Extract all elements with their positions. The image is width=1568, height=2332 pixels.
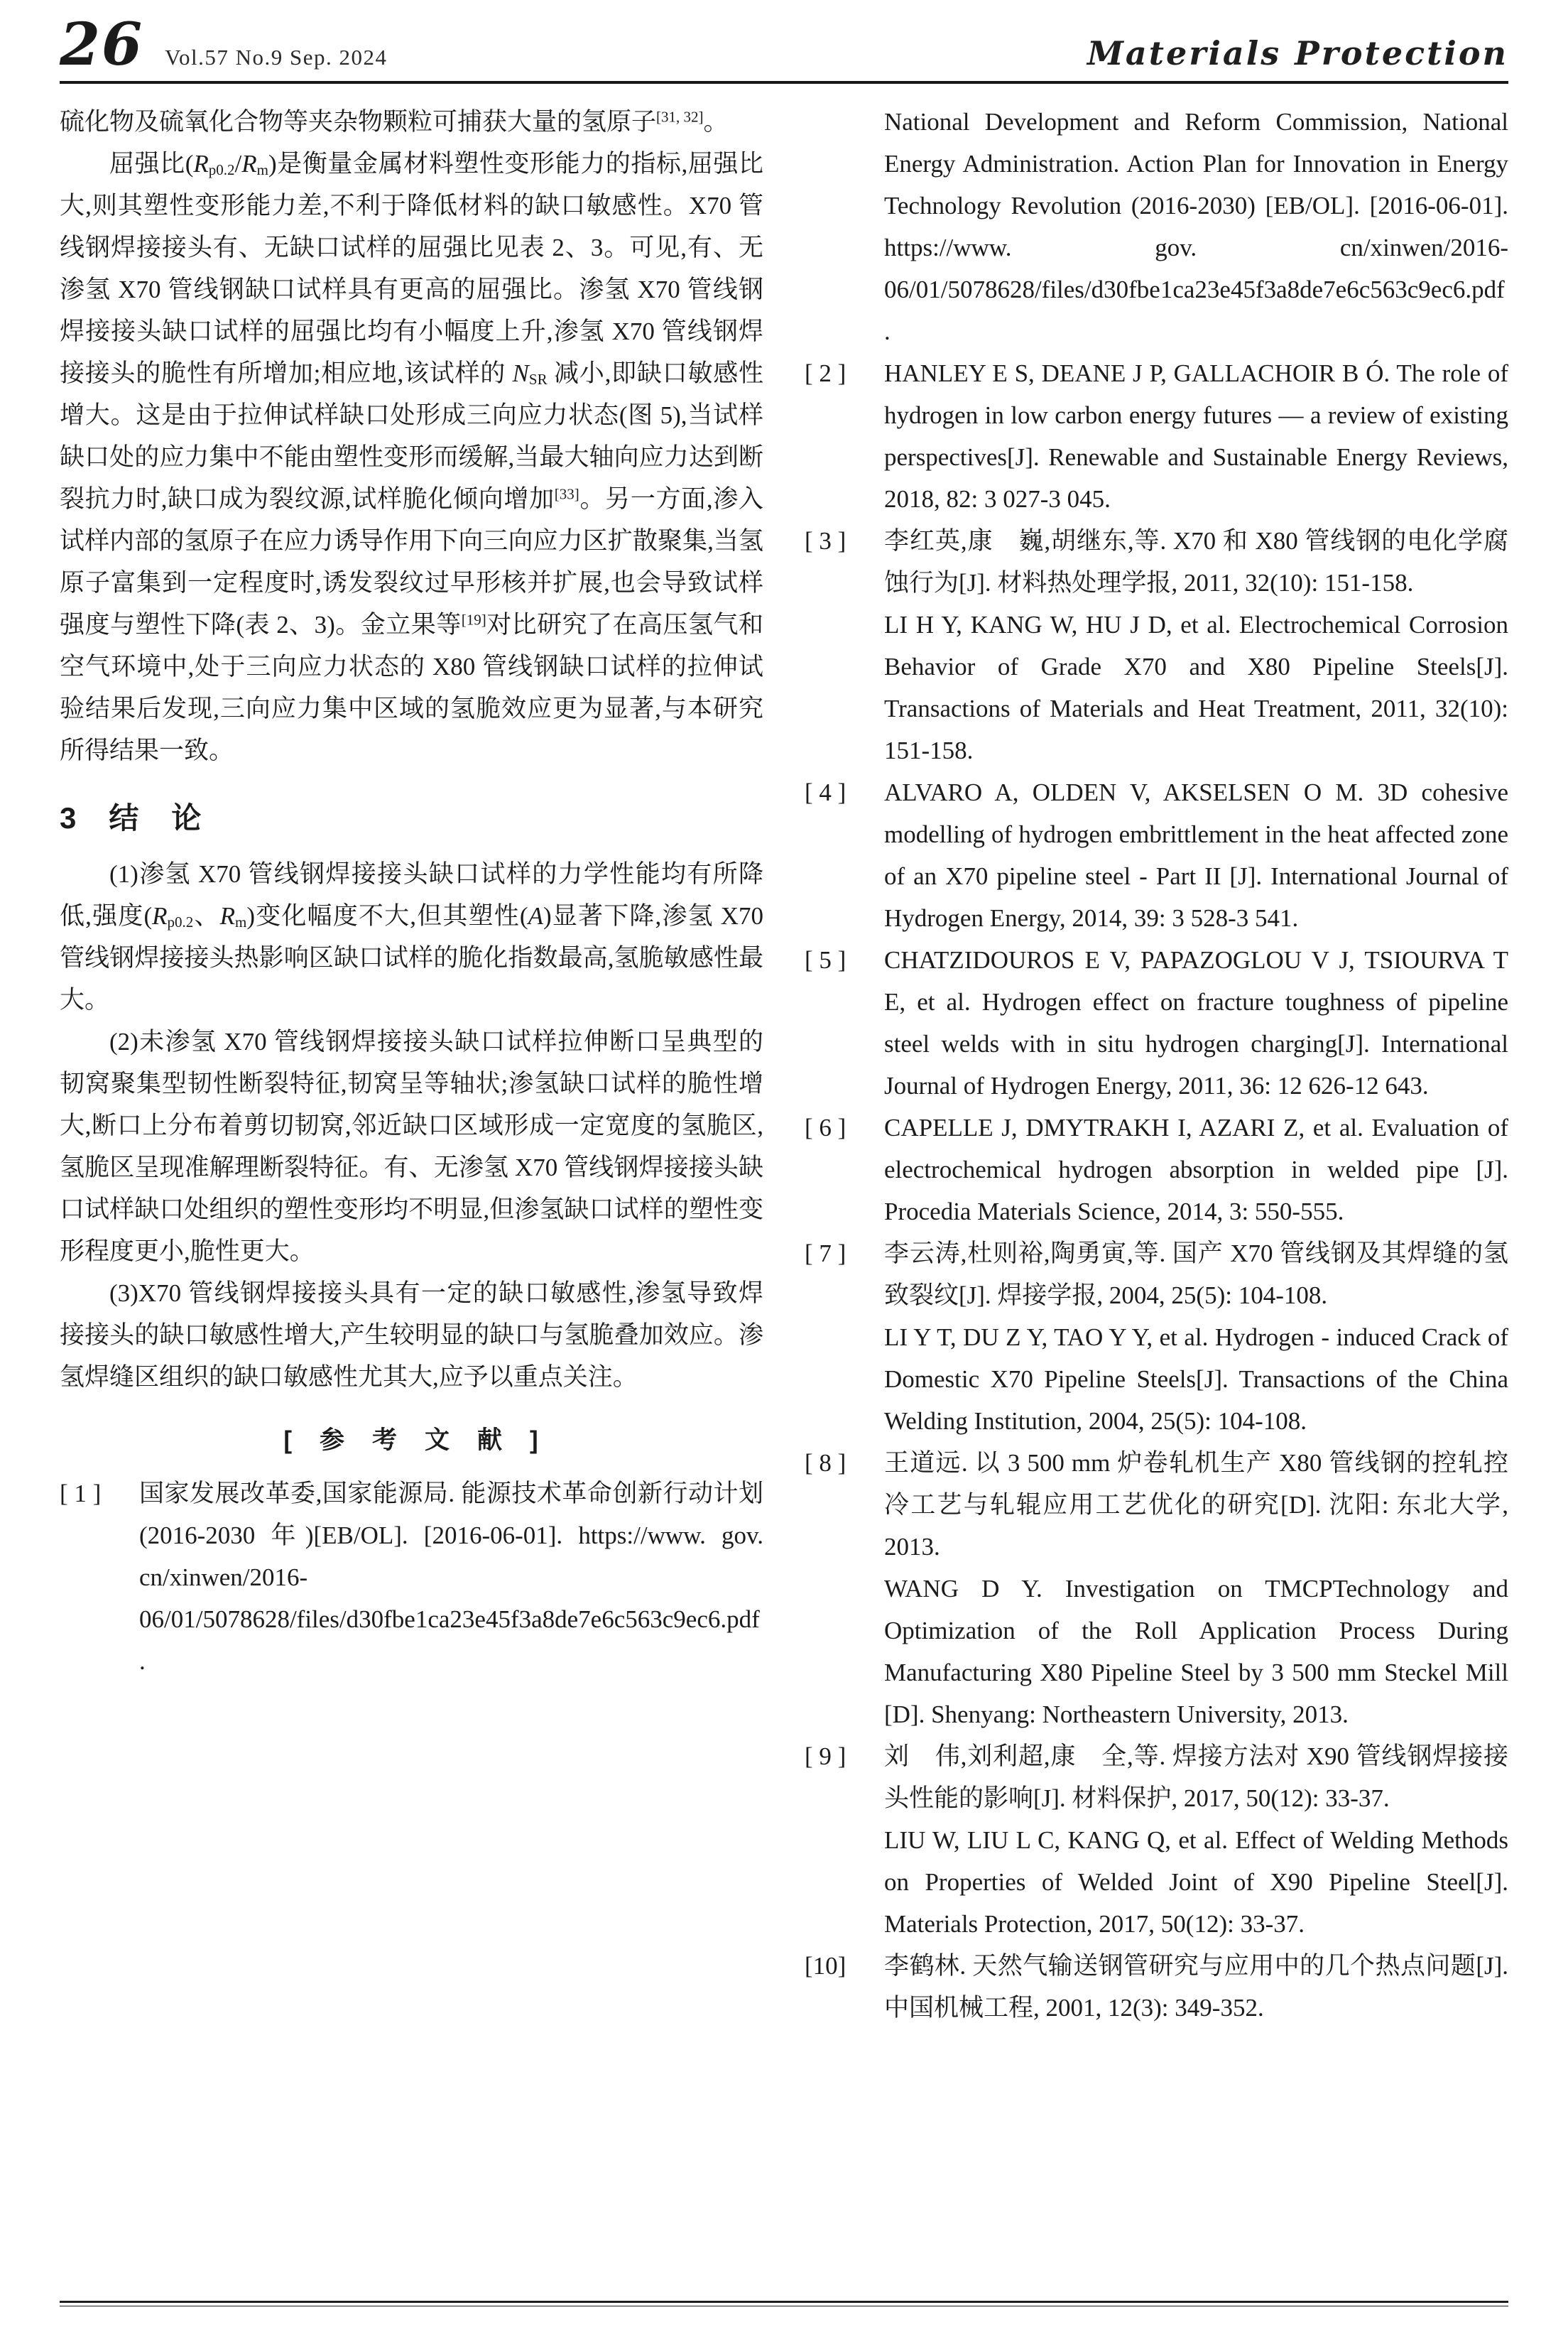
reference-number: [10] xyxy=(805,1952,846,1980)
section-heading-conclusions: 3 结 论 xyxy=(60,801,203,835)
reference-text: CHATZIDOUROS E V, PAPAZOGLOU V J, TSIOURVA T E, et al. Hydrogen effect on fracture toughness of pipeline steel welds with in situ hydrogen charging[J]. International Journal of Hydrogen Energy, 2011, 36: 12 626-12 643. xyxy=(884,946,1508,1100)
header-left xyxy=(60,11,388,79)
reference-number: [ 1 ] xyxy=(60,1480,102,1507)
reference-text: LI H Y, KANG W, HU J D, et al. Electrochemical Corrosion Behavior of Grade X70 and X80 Pipeline Steels[J]. Transactions of Materials and Heat Treatment, 2011, 32(10): 151-158. xyxy=(884,611,1508,764)
reference-text: WANG D Y. Investigation on TMCPTechnology and Optimization of the Roll Application Process During Manufacturing X80 Pipeline Steel by 3 500 mm Steckel Mill [D]. Shenyang: Northeastern University, 2013. xyxy=(884,1575,1508,1728)
reference-number: [ 3 ] xyxy=(805,527,846,555)
reference-number: [ 6 ] xyxy=(805,1114,846,1141)
reference-item-10 xyxy=(805,1945,1508,2029)
reference-number: [ 4 ] xyxy=(805,779,846,806)
journal-name: Materials Protection xyxy=(1087,34,1508,72)
conclusion-paragraph-1: (1)渗氢 X70 管线钢焊接接头缺口试样的力学性能均有所降低,强度($R_{p0.2}$、$R_m$)变化幅度不大,但其塑性(A)显著下降,渗氢 X70 管线钢焊接接头热影响区缺口试样的脆化指数最高,氢脆敏感性最大。 xyxy=(60,860,763,1014)
reference-number: [ 7 ] xyxy=(805,1240,846,1267)
reference-text: 国家发展改革委,国家能源局. 能源技术革命创新行动计划(2016-2030 年)[EB/OL]. [2016-06-01]. https://www. gov. cn/xinwen/2016-06/01/5078628/files/d30fbe1ca23e45f3a8de7e6c563c9ec6.pdf. xyxy=(139,1480,763,1675)
reference-number: [ 9 ] xyxy=(805,1742,846,1770)
reference-item-7 xyxy=(805,1232,1508,1316)
reference-item-9-english xyxy=(805,1819,1508,1945)
reference-text: National Development and Reform Commission, National Energy Administration. Action Plan for Innovation in Energy Technology Revolution (2016-2030) [EB/OL]. [2016-06-01]. https://www. gov. cn/xinwen/2016-06/01/5078628/files/d30fbe1ca23e45f3a8de7e6c563c9ec6.pdf. xyxy=(884,108,1508,345)
reference-item-8 xyxy=(805,1442,1508,1568)
paragraph-yield-ratio: 屈强比$(R_{p0.2}/R_m)$是衡量金属材料塑性变形能力的指标,屈强比大,则其塑性变形能力差,不利于降低材料的缺口敏感性。X70 管线钢焊接接头有、无缺口试样的屈强比见表 2、3。可见,有、无渗氢 X70 管线钢缺口试样具有更高的屈强比。渗氢 X70 管线钢焊接接头缺口试样的屈强比均有小幅度上升,渗氢 X70 管线钢焊接接头的脆性有所增加;相应地,该试样的 $N_{SR}$ 减小,即缺口敏感性增大。这是由于拉伸试样缺口处形成三向应力状态(图 5),当试样缺口处的应力集中不能由塑性变形而缓解,当最大轴向应力达到断裂抗力时,缺口成为裂纹源,试样脆化倾向增加[33]。另一方面,渗入试样内部的氢原子在应力诱导作用下向三向应力区扩散聚集,当氢原子富集到一定程度时,诱发裂纹过早形核并扩展,也会导致试样强度与塑性下降(表 2、3)。金立果等[19]对比研究了在高压氢气和空气环境中,处于三向应力状态的 X80 管线钢缺口试样的拉伸试验结果后发现,三向应力集中区域的氢脆效应更为显著,与本研究所得结果一致。 xyxy=(60,150,763,764)
reference-item-5 xyxy=(805,939,1508,1107)
reference-text: 王道远. 以 3 500 mm 炉卷轧机生产 X80 管线钢的控轧控冷工艺与轧辊应用工艺优化的研究[D]. 沈阳: 东北大学, 2013. xyxy=(884,1449,1508,1561)
reference-text: LI Y T, DU Z Y, TAO Y Y, et al. Hydrogen - induced Crack of Domestic X70 Pipeline Steels[J]. Transactions of the China Welding Institution, 2004, 25(5): 104-108. xyxy=(884,1323,1508,1435)
reference-item-2 xyxy=(805,352,1508,520)
page-header xyxy=(0,0,1568,81)
bottom-rule xyxy=(60,2301,1508,2306)
reference-text: HANLEY E S, DEANE J P, GALLACHOIR B Ó. The role of hydrogen in low carbon energy futures — a review of existing perspectives[J]. Renewable and Sustainable Energy Reviews, 2018, 82: 3 027-3 045. xyxy=(884,359,1508,513)
reference-item-6 xyxy=(805,1107,1508,1232)
page-number: 26 xyxy=(60,11,144,79)
reference-text: 刘 伟,刘利超,康 全,等. 焊接方法对 X90 管线钢焊接接头性能的影响[J]. 材料保护, 2017, 50(12): 33-37. xyxy=(884,1742,1508,1812)
issue-info: Vol.57 No.9 Sep. 2024 xyxy=(165,45,388,70)
reference-number: [ 5 ] xyxy=(805,946,846,974)
reference-text: 李鹤林. 天然气输送钢管研究与应用中的几个热点问题[J]. 中国机械工程, 2001, 12(3): 349-352. xyxy=(884,1952,1508,2022)
reference-text: 李云涛,杜则裕,陶勇寅,等. 国产 X70 管线钢及其焊缝的氢致裂纹[J]. 焊接学报, 2004, 25(5): 104-108. xyxy=(884,1240,1508,1309)
reference-number: [ 8 ] xyxy=(805,1449,846,1477)
reference-item-1 xyxy=(60,1473,763,1682)
references-heading: [ 参 考 文 献 ] xyxy=(283,1426,540,1454)
reference-item-1-english xyxy=(805,101,1508,352)
left-column xyxy=(60,101,763,2029)
right-column xyxy=(805,101,1508,2029)
reference-text: LIU W, LIU L C, KANG Q, et al. Effect of Welding Methods on Properties of Welded Joint of X90 Pipeline Steel[J]. Materials Protection, 2017, 50(12): 33-37. xyxy=(884,1826,1508,1938)
reference-item-3-english xyxy=(805,604,1508,771)
content-columns xyxy=(0,84,1568,2029)
reference-text: CAPELLE J, DMYTRAKH I, AZARI Z, et al. Evaluation of electrochemical hydrogen absorption in welded pipe [J]. Procedia Materials Science, 2014, 3: 550-555. xyxy=(884,1114,1508,1225)
reference-item-4 xyxy=(805,771,1508,939)
reference-item-8-english xyxy=(805,1568,1508,1735)
reference-number: [ 2 ] xyxy=(805,359,846,387)
reference-item-7-english xyxy=(805,1316,1508,1442)
reference-item-3 xyxy=(805,520,1508,604)
reference-text: ALVARO A, OLDEN V, AKSELSEN O M. 3D cohesive modelling of hydrogen embrittlement in the heat affected zone of an X70 pipeline steel - Part II [J]. International Journal of Hydrogen Energy, 2014, 39: 3 528-3 541. xyxy=(884,779,1508,932)
paragraph-inclusions: 硫化物及硫氧化合物等夹杂物颗粒可捕获大量的氢原子[31, 32]。 xyxy=(60,108,729,136)
conclusion-paragraph-2: (2)未渗氢 X70 管线钢焊接接头缺口试样拉伸断口呈典型的韧窝聚集型韧性断裂特征,韧窝呈等轴状;渗氢缺口试样的脆性增大,断口上分布着剪切韧窝,邻近缺口区域形成一定宽度的氢脆区,氢脆区呈现准解理断裂特征。有、无渗氢 X70 管线钢焊接接头缺口试样缺口处组织的塑性变形均不明显,但渗氢缺口试样的塑性变形程度更小,脆性更大。 xyxy=(60,1028,763,1265)
reference-item-9 xyxy=(805,1735,1508,1819)
conclusion-paragraph-3: (3)X70 管线钢焊接接头具有一定的缺口敏感性,渗氢导致焊接接头的缺口敏感性增大,产生较明显的缺口与氢脆叠加效应。渗氢焊缝区组织的缺口敏感性尤其大,应予以重点关注。 xyxy=(60,1279,763,1391)
reference-text: 李红英,康 巍,胡继东,等. X70 和 X80 管线钢的电化学腐蚀行为[J]. 材料热处理学报, 2011, 32(10): 151-158. xyxy=(884,527,1508,597)
